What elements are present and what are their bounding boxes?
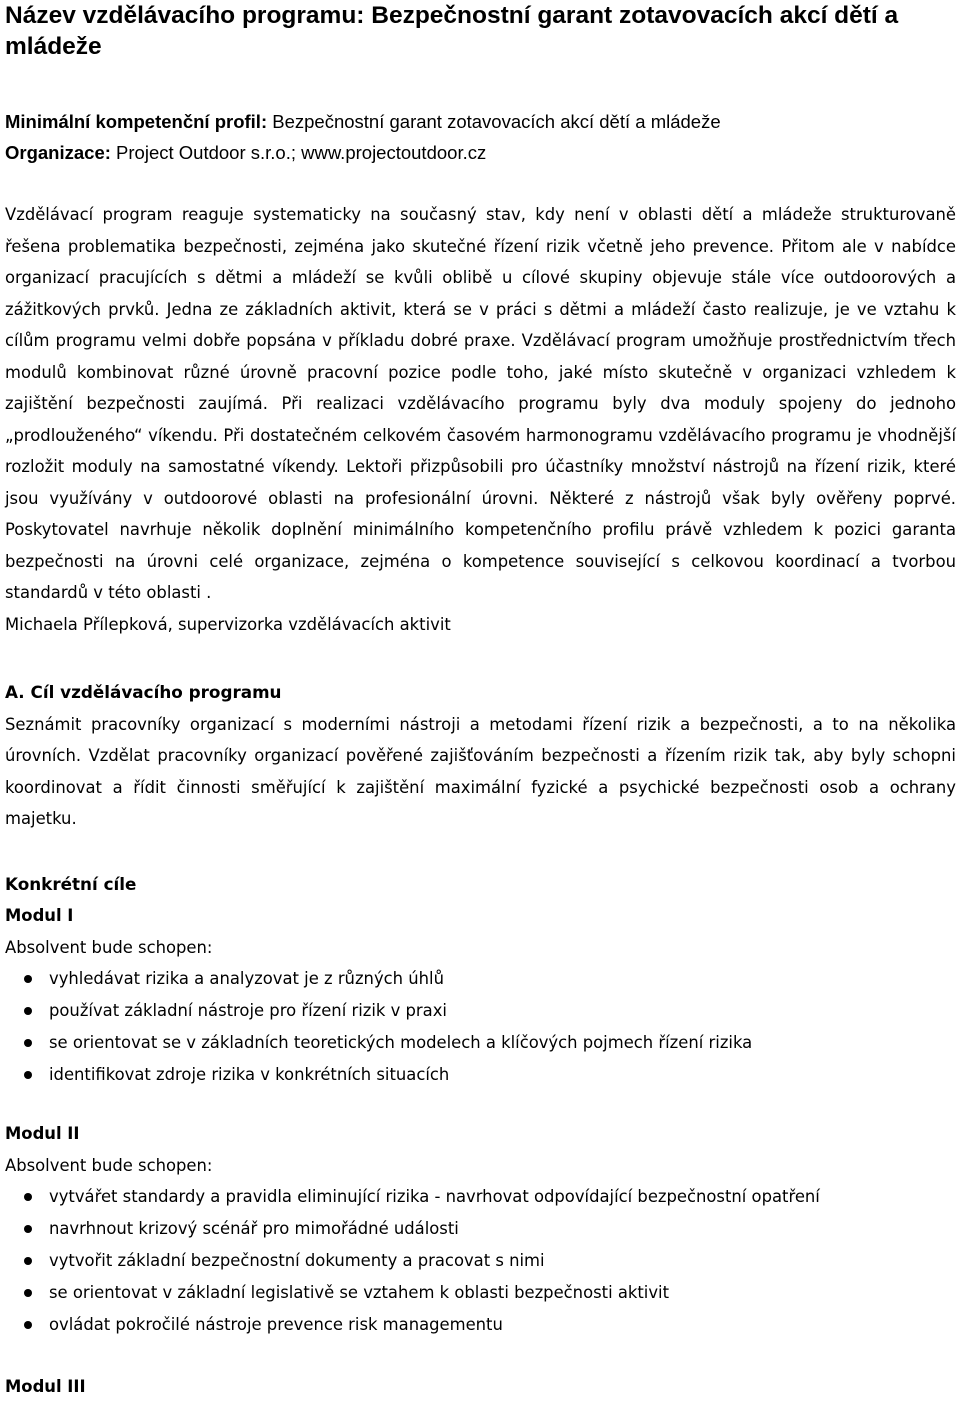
profile-label: Minimální kompetenční profil: bbox=[5, 111, 268, 132]
module-1-title: Modul I bbox=[5, 906, 74, 925]
list-item bbox=[5, 1059, 956, 1091]
list-item-text: používat základní nástroje pro řízení rizik v praxi bbox=[49, 1001, 447, 1020]
page-title: Název vzdělávacího programu: Bezpečnostní garant zotavovacích akcí dětí a mládeže bbox=[5, 2, 899, 60]
module-1-list bbox=[5, 963, 956, 1091]
module-2-list bbox=[5, 1181, 956, 1341]
profile-line bbox=[5, 106, 956, 137]
list-item bbox=[5, 1309, 956, 1341]
list-item-text: vytvořit základní bezpečnostní dokumenty a pracovat s nimi bbox=[49, 1251, 545, 1270]
bullet-icon bbox=[24, 1039, 32, 1047]
intro-paragraph: Vzdělávací program reaguje systematicky na současný stav, kdy není v oblasti dětí a mládeže strukturovaně řešena problematika bezpečnosti, zejména jako skutečné řízení rizik včetně jeho prevence. Přitom ale v nabídce organizací pracujících s dětmi a mládeží se kvůli oblibě u cílové skupiny objevuje stále více outdoorových a zážitkových prvků. Jedna ze základních aktivit, která se v práci s dětmi a mládeží často realizuje, je ve vztahu k cílům programu velmi dobře popsána v příkladu dobré praxe. Vzdělávací program umožňuje prostřednictvím třech modulů kombinovat různé úrovně pracovní pozice podle toho, jaké místo skutečně v organizaci vzhledem k zajištění bezpečnosti zaujímá. Při realizaci vzdělávacího programu byly dva moduly spojeny do jednoho „prodlouženého“ víkendu. Při dostatečném celkovém časovém harmonogramu vzdělávacího programu je vhodnější rozložit moduly na samostatné víkendy. Lektoři přizpůsobili pro účastníky množství nástrojů na řízení rizik, které jsou využívány v outdoorové oblasti na profesionální úrovni. Některé z nástrojů však byly ověřeny poprvé. Poskytovatel navrhuje několik doplnění minimálního kompetenčního profilu právě vzhledem k pozici garanta bezpečnosti na úrovni celé organizace, zejména o kompetence související s celkovou koordinací a tvorbou standardů v této oblasti . bbox=[5, 205, 956, 602]
list-item bbox=[5, 995, 956, 1027]
list-item-text: se orientovat v základní legislativě se vztahem k oblasti bezpečnosti aktivit bbox=[49, 1283, 670, 1302]
module-2-lead: Absolvent bude schopen: bbox=[5, 1155, 213, 1175]
section-a-text: Seznámit pracovníky organizací s moderními nástroji a metodami řízení rizik a bezpečnosti, a to na několika úrovních. Vzdělat pracovníky organizací pověřené zajišťováním bezpečnosti a řízením rizik tak, aby byly schopni koordinovat a řídit činnosti směřující k zajištění maximální fyzické a psychické bezpečnosti osob a ochrany majetku. bbox=[5, 714, 956, 828]
signature: Michaela Přílepková, supervizorka vzdělávacích aktivit bbox=[5, 614, 451, 634]
organization-label: Organizace: bbox=[5, 142, 111, 163]
module-1-lead: Absolvent bude schopen: bbox=[5, 937, 213, 957]
bullet-icon bbox=[24, 1193, 32, 1201]
section-a-heading: A. Cíl vzdělávacího programu bbox=[5, 682, 282, 702]
list-item bbox=[5, 1245, 956, 1277]
bullet-icon bbox=[24, 1257, 32, 1265]
list-item-text: identifikovat zdroje rizika v konkrétních situacích bbox=[49, 1065, 450, 1084]
organization-line bbox=[5, 137, 956, 168]
bullet-icon bbox=[24, 1321, 32, 1329]
profile-value: Bezpečnostní garant zotavovacích akcí dětí a mládeže bbox=[267, 111, 721, 132]
module-2-title: Modul II bbox=[5, 1124, 80, 1143]
specific-goals-heading: Konkrétní cíle bbox=[5, 873, 137, 894]
list-item bbox=[5, 1213, 956, 1245]
list-item bbox=[5, 1181, 956, 1213]
list-item-text: vyhledávat rizika a analyzovat je z různých úhlů bbox=[49, 969, 444, 988]
bullet-icon bbox=[24, 1071, 32, 1079]
list-item-text: se orientovat se v základních teoretických modelech a klíčových pojmech řízení rizika bbox=[49, 1033, 753, 1052]
bullet-icon bbox=[24, 1289, 32, 1297]
list-item-text: navrhnout krizový scénář pro mimořádné události bbox=[49, 1219, 459, 1238]
list-item-text: ovládat pokročilé nástroje prevence risk managementu bbox=[49, 1315, 503, 1334]
module-3-title: Modul III bbox=[5, 1377, 86, 1396]
bullet-icon bbox=[24, 1225, 32, 1233]
meta-block bbox=[5, 106, 956, 168]
list-item bbox=[5, 1277, 956, 1309]
bullet-icon bbox=[24, 975, 32, 983]
list-item bbox=[5, 1027, 956, 1059]
bullet-icon bbox=[24, 1007, 32, 1015]
list-item bbox=[5, 963, 956, 995]
organization-value: Project Outdoor s.r.o.; www.projectoutdoor.cz bbox=[110, 142, 487, 163]
list-item-text: vytvářet standardy a pravidla eliminující rizika - navrhovat odpovídající bezpečnostní opatření bbox=[49, 1187, 820, 1206]
